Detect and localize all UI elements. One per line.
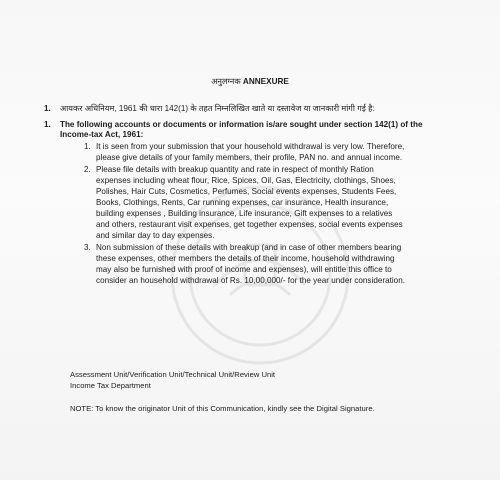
subitem-3-line: these expenses, other members the details of their income, household withdrawing — [96, 254, 395, 263]
item-hindi-number: 1. — [44, 104, 51, 113]
subitem-3-line: consider an household withdrawal of Rs. 10,00,000/- for the year under consideration. — [96, 276, 405, 285]
subitem-2-line: building expenses , Building insurance, Life insurance, Gift expenses to a relatives — [96, 209, 393, 218]
item-english-line1: The following accounts or documents or information is/are sought under section 142(1) of the — [60, 120, 423, 129]
subitem-3-line: Non submission of these details with breakup (and in case of other members bearing — [96, 243, 402, 252]
subitem-2-line: Please file details with breakup quantity and rate in respect of monthly Ration — [96, 165, 374, 174]
subitem-3-line: may also be furnished with proof of income and expenses), will entitle this office to — [96, 265, 392, 274]
subitem-3-number: 3. — [84, 243, 91, 252]
item-english-number: 1. — [44, 120, 51, 129]
footer-note: NOTE: To know the originator Unit of this Communication, kindly see the Digital Signature. — [70, 404, 375, 413]
footer-unit-line: Assessment Unit/Verification Unit/Technical Unit/Review Unit — [70, 370, 276, 379]
subitem-1-line: It is seen from your submission that your household withdrawal is very low. Therefore, — [96, 142, 405, 151]
title-english: ANNEXURE — [242, 77, 289, 86]
subitem-1-line: please give details of your family members, their profile, PAN no. and annual income. — [96, 153, 403, 162]
subitem-2-line: and others, restaurant visit expenses, get together expenses, social events expenses — [96, 220, 403, 229]
subitem-2-line: Polishes, Hair Cuts, Cosmetics, Perfumes, Social events expenses, Students Fees, — [96, 187, 397, 196]
annexure-title — [0, 76, 500, 87]
title-hindi: अनुलग्नक — [211, 77, 241, 86]
subitem-2-line: Books, Clothings, Rents, Car running expenses, car insurance, Health insurance, — [96, 198, 389, 207]
footer-department: Income Tax Department — [70, 381, 151, 390]
item-hindi-text: आयकर अधिनियम, 1961 की धारा 142(1) के तहत निम्नलिखित खाते या दस्तावेज या जानकारी मांगी गई है: — [60, 104, 375, 113]
subitem-2-line: and similar day to day expenses. — [96, 231, 215, 240]
subitem-1-number: 1. — [84, 142, 91, 151]
subitem-2-line: expenses including wheat flour, Rice, Spices, Oil, Gas, Electricity, clothings, Shoes, — [96, 176, 396, 185]
item-english-line2: Income-tax Act, 1961: — [60, 130, 144, 139]
subitem-2-number: 2. — [84, 165, 91, 174]
